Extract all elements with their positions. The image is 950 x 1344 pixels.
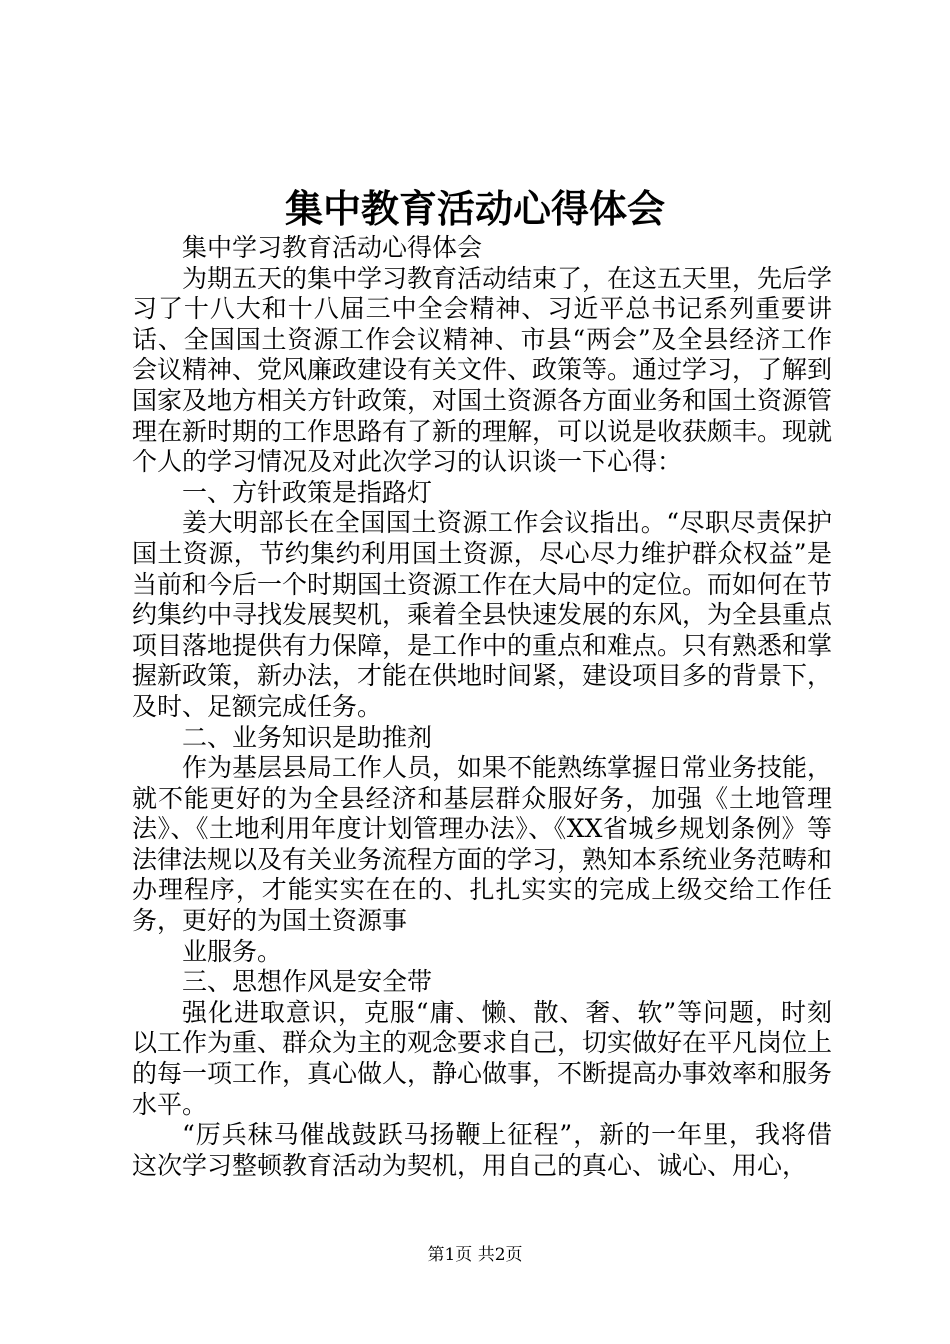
paragraph-subtitle: 集中学习教育活动心得体会 bbox=[182, 233, 483, 262]
paragraph-section-2: 作为基层县局工作人员，如果不能熟练掌握日常业务技能，就不能更好的为全县经济和基层群众服好务，加强《土地管理法》、《土地利用年度计划管理办法》、《XX省城乡规划条例》等法律法规以及有关业务流程方面的学习，熟知本系统业务范畴和办理程序，才能实实在在的、扎扎实实的完成上级交给工作任务，更好的为国土资源事 bbox=[132, 753, 833, 936]
document-body bbox=[132, 233, 832, 1181]
paragraph-closing: “厉兵秣马催战鼓跃马扬鞭上征程”，新的一年里，我将借这次学习整顿教育活动为契机，用自己的真心、诚心、用心， bbox=[132, 1120, 832, 1180]
section-heading-2: 二、业务知识是助推剂 bbox=[182, 722, 433, 752]
paragraph-section-1: 姜大明部长在全国国土资源工作会议指出。“尽职尽责保护国土资源，节约集约利用国土资源，尽心尽力维护群众权益”是当前和今后一个时期国土资源工作在大局中的定位。而如何在节约集约中寻找发展契机，乘着全县快速发展的东风，为全县重点项目落地提供有力保障，是工作中的重点和难点。只有熟悉和掌握新政策，新办法，才能在供地时间紧，建设项目多的背景下，及时、足额完成任务。 bbox=[132, 508, 833, 721]
section-heading-1: 一、方针政策是指路灯 bbox=[182, 477, 433, 507]
paragraph-section-3: 强化进取意识，克服“庸、懒、散、奢、软”等问题，时刻以工作为重、群众为主的观念要求自己，切实做好在平凡岗位上的每一项工作，真心做人，静心做事，不断提高办事效率和服务水平。 bbox=[132, 997, 833, 1119]
section-heading-3: 三、思想作风是安全带 bbox=[182, 967, 433, 997]
paragraph-continuation: 业服务。 bbox=[182, 936, 283, 966]
paragraph-intro: 为期五天的集中学习教育活动结束了，在这五天里，先后学习了十八大和十八届三中全会精神、习近平总书记系列重要讲话、全国国土资源工作会议精神、市县“两会”及全县经济工作会议精神、党风廉政建设有关文件、政策等。通过学习，了解到国家及地方相关方针政策，对国土资源各方面业务和国土资源管理在新时期的工作思路有了新的理解，可以说是收获颇丰。现就个人的学习情况及对此次学习的认识谈一下心得： bbox=[132, 263, 833, 477]
page-title: 集中教育活动心得体会 bbox=[284, 186, 665, 231]
page-footer: 第1页 共2页 bbox=[427, 1245, 523, 1265]
